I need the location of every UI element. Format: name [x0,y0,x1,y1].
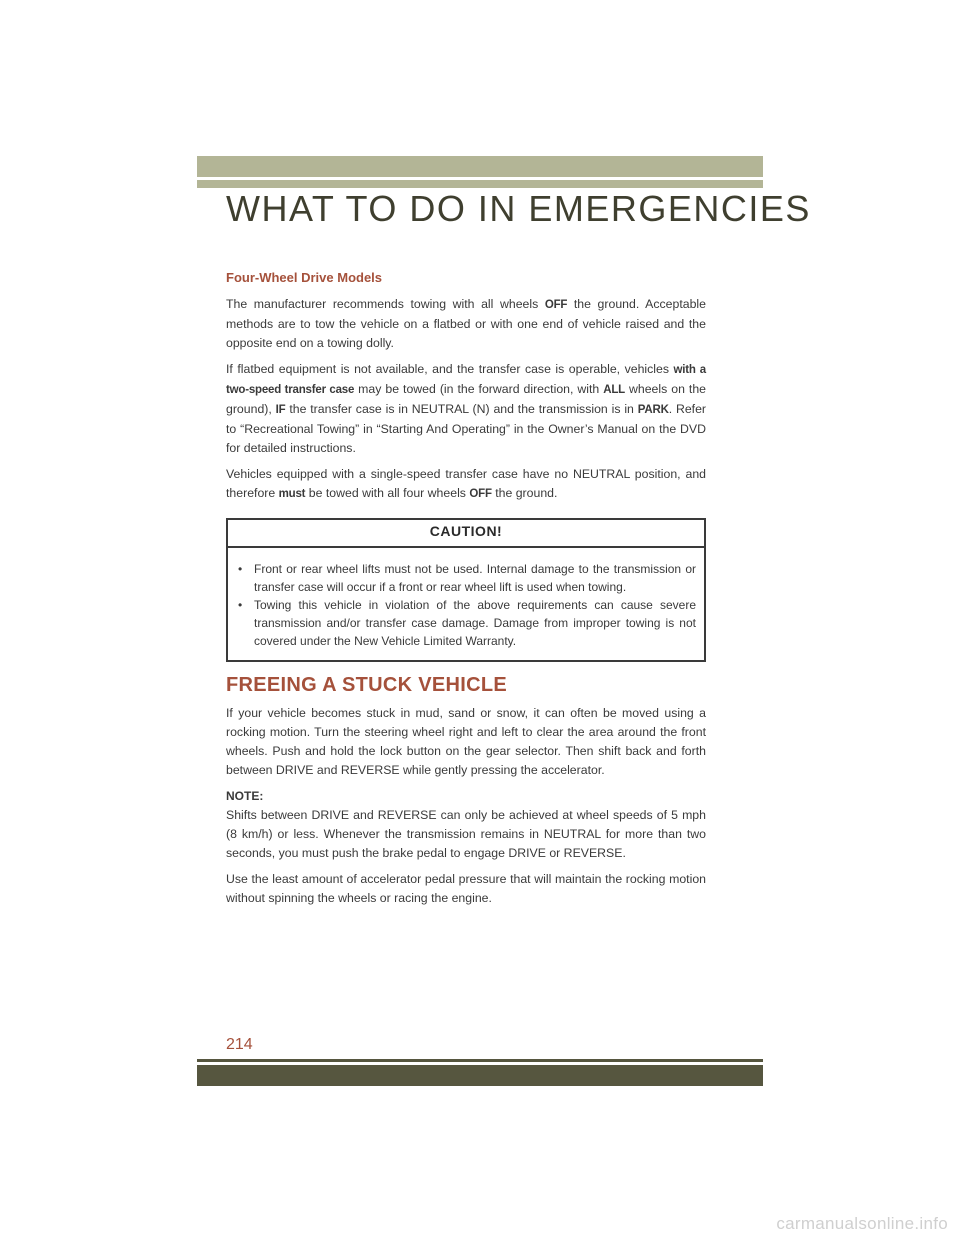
text-run: the transfer case is in NEUTRAL (N) and the transmission is in [285,402,638,416]
footer-band [197,1065,763,1086]
freeing-stuck-vehicle-heading: FREEING A STUCK VEHICLE [226,674,507,696]
page-number: 214 [226,1036,253,1053]
towing-paragraph-1 [226,295,706,353]
page-content [226,268,706,915]
text-run: Vehicles equipped with a single-speed transfer case have no NEUTRAL position, and therefore [226,467,706,500]
text-run: be towed with all four wheels [305,486,470,500]
caution-box [226,518,706,662]
footer-rule [197,1059,763,1062]
header-band [197,156,763,177]
note-text: Shifts between DRIVE and REVERSE can only be achieved at wheel speeds of 5 mph (8 km/h) or less. Whenever the transmission remains in NEUTRAL for more than two seconds, you must push the brake pedal to engage DRIVE or REVERSE. [226,808,706,860]
watermark: carmanualsonline.info [776,1214,948,1233]
text-run: . Refer to “Recreational Towing” in “Starting And Operating” in the Owner’s Manual on the DVD for detailed instructions. [226,402,707,455]
text-run: wheels on the ground), [226,382,706,416]
freeing-paragraph-2: Use the least amount of accelerator pedal pressure that will maintain the rocking motion without spinning the wheels or racing the engine. [226,872,706,905]
chapter-title: WHAT TO DO IN EMERGENCIES [226,188,811,229]
text-run: The manufacturer recommends towing with all wheels [226,297,545,311]
caution-item: • Front or rear wheel lifts must not be used. Internal damage to the transmission or transfer case will occur if a front or rear wheel lift is used when towing. [238,560,696,596]
towing-paragraph-3 [226,465,706,504]
caution-item: • Towing this vehicle in violation of the above requirements can cause severe transmission and/or transfer case damage. Damage from improper towing is not covered under the New Vehicle Limited Warranty. [238,596,696,650]
emphasis-if: IF [275,404,286,416]
text-run: the ground. [491,486,558,500]
caution-title: CAUTION! [228,520,704,548]
note-label: NOTE: [226,789,264,803]
text-run: may be towed (in the forward direction, with [354,382,604,396]
text-run: If flatbed equipment is not available, and the transfer case is operable, vehicles [226,362,674,376]
four-wheel-drive-subheading: Four-Wheel Drive Models [226,270,383,285]
caution-list [228,548,704,660]
emphasis-off: OFF [469,488,492,500]
freeing-paragraph-1: If your vehicle becomes stuck in mud, sand or snow, it can often be moved using a rocking motion. Turn the steering wheel right and left to clear the area around the front wheels. Push and hold the lock button on the gear selector. Then shift back and forth between DRIVE and REVERSE while gently pressing the accelerator. [226,706,706,777]
emphasis-must: must [278,488,306,500]
emphasis-off: OFF [544,299,568,311]
emphasis-two-speed: with a two-speed transfer case [226,364,706,396]
emphasis-all: ALL [603,384,626,396]
text-run: the ground. Acceptable methods are to tow the vehicle on a flatbed or with one end of vehicle raised and the opposite end on a towing dolly. [226,297,707,350]
towing-paragraph-2 [226,360,706,458]
emphasis-park: PARK [637,404,669,416]
